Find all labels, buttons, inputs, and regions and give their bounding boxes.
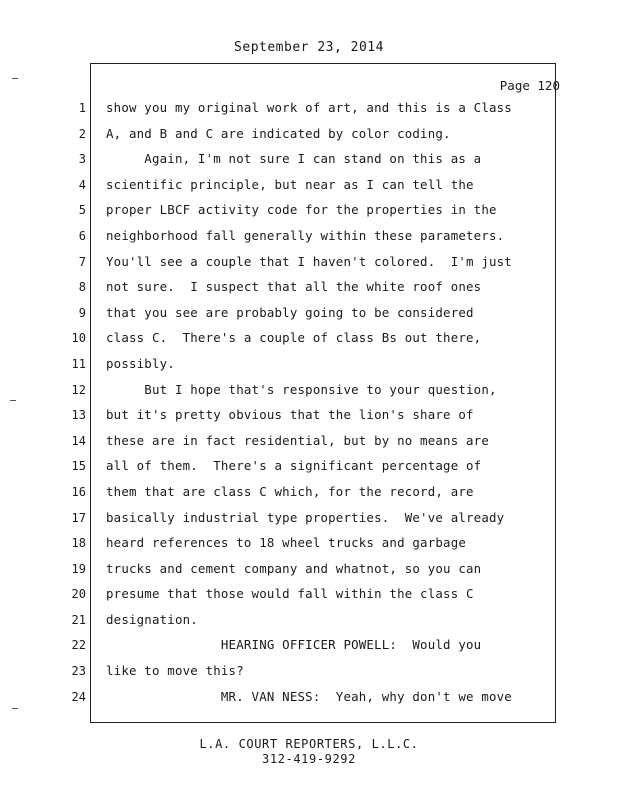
transcript-line: not sure. I suspect that all the white roof ones (106, 279, 482, 295)
transcript-line: that you see are probably going to be considered (106, 304, 474, 320)
line-number: 13 (71, 408, 86, 423)
line-number: 23 (71, 664, 86, 679)
transcript-line: presume that those would fall within the class C (106, 586, 474, 602)
transcript-line: A, and B and C are indicated by color coding. (106, 125, 451, 141)
line-number: 11 (71, 356, 86, 371)
margin-mark (12, 78, 18, 79)
line-number-column (62, 98, 86, 712)
line-number: 14 (71, 433, 86, 448)
transcript-line: all of them. There's a significant percentage of (106, 458, 482, 474)
footer-company: L.A. COURT REPORTERS, L.L.C. (199, 737, 419, 751)
line-number: 21 (71, 612, 86, 627)
transcript-line: but it's pretty obvious that the lion's share of (106, 407, 474, 423)
margin-mark (12, 708, 18, 709)
line-number: 9 (78, 305, 86, 320)
transcript-line: like to move this? (106, 663, 244, 679)
page-number: Page 120 (499, 78, 560, 93)
line-number: 6 (78, 228, 86, 243)
line-number: 20 (71, 587, 86, 602)
line-number: 15 (71, 459, 86, 474)
transcript-line: these are in fact residential, but by no means are (106, 432, 489, 448)
transcript-line: HEARING OFFICER POWELL: Would you (106, 637, 482, 653)
line-number: 10 (71, 331, 86, 346)
line-number: 2 (78, 126, 86, 141)
line-number: 5 (78, 203, 86, 218)
line-number: 19 (71, 561, 86, 576)
line-number: 16 (71, 484, 86, 499)
transcript-line: But I hope that's responsive to your question, (106, 381, 497, 397)
transcript-line: basically industrial type properties. We've already (106, 509, 505, 525)
line-number: 4 (78, 177, 86, 192)
line-number: 1 (78, 101, 86, 115)
transcript-line: class C. There's a couple of class Bs out there, (106, 330, 482, 346)
line-number: 3 (78, 152, 86, 167)
line-number: 12 (71, 382, 86, 397)
line-number: 7 (78, 254, 86, 269)
transcript-line: them that are class C which, for the record, are (106, 483, 474, 499)
transcript-line: possibly. (106, 355, 175, 371)
footer (0, 737, 618, 767)
header-date: September 23, 2014 (234, 40, 384, 55)
line-number: 17 (71, 510, 86, 525)
margin-mark (10, 400, 16, 401)
transcript-line: You'll see a couple that I haven't colored. I'm just (106, 253, 512, 269)
transcript-body (106, 98, 546, 712)
transcript-line: show you my original work of art, and this is a Class (106, 100, 512, 115)
line-number: 18 (71, 536, 86, 551)
transcript-line: designation. (106, 611, 198, 627)
transcript-line: Again, I'm not sure I can stand on this as a (106, 151, 482, 167)
transcript-line: trucks and cement company and whatnot, so you can (106, 560, 482, 576)
transcript-line: proper LBCF activity code for the properties in the (106, 202, 497, 218)
footer-phone: 312-419-9292 (262, 752, 356, 766)
line-number: 8 (78, 280, 86, 295)
transcript-line: scientific principle, but near as I can tell the (106, 176, 474, 192)
line-number: 22 (71, 638, 86, 653)
transcript-line: neighborhood fall generally within these parameters. (106, 227, 505, 243)
line-number: 24 (71, 689, 86, 704)
transcript-line: heard references to 18 wheel trucks and garbage (106, 535, 467, 551)
transcript-line: MR. VAN NESS: Yeah, why don't we move (106, 688, 512, 704)
